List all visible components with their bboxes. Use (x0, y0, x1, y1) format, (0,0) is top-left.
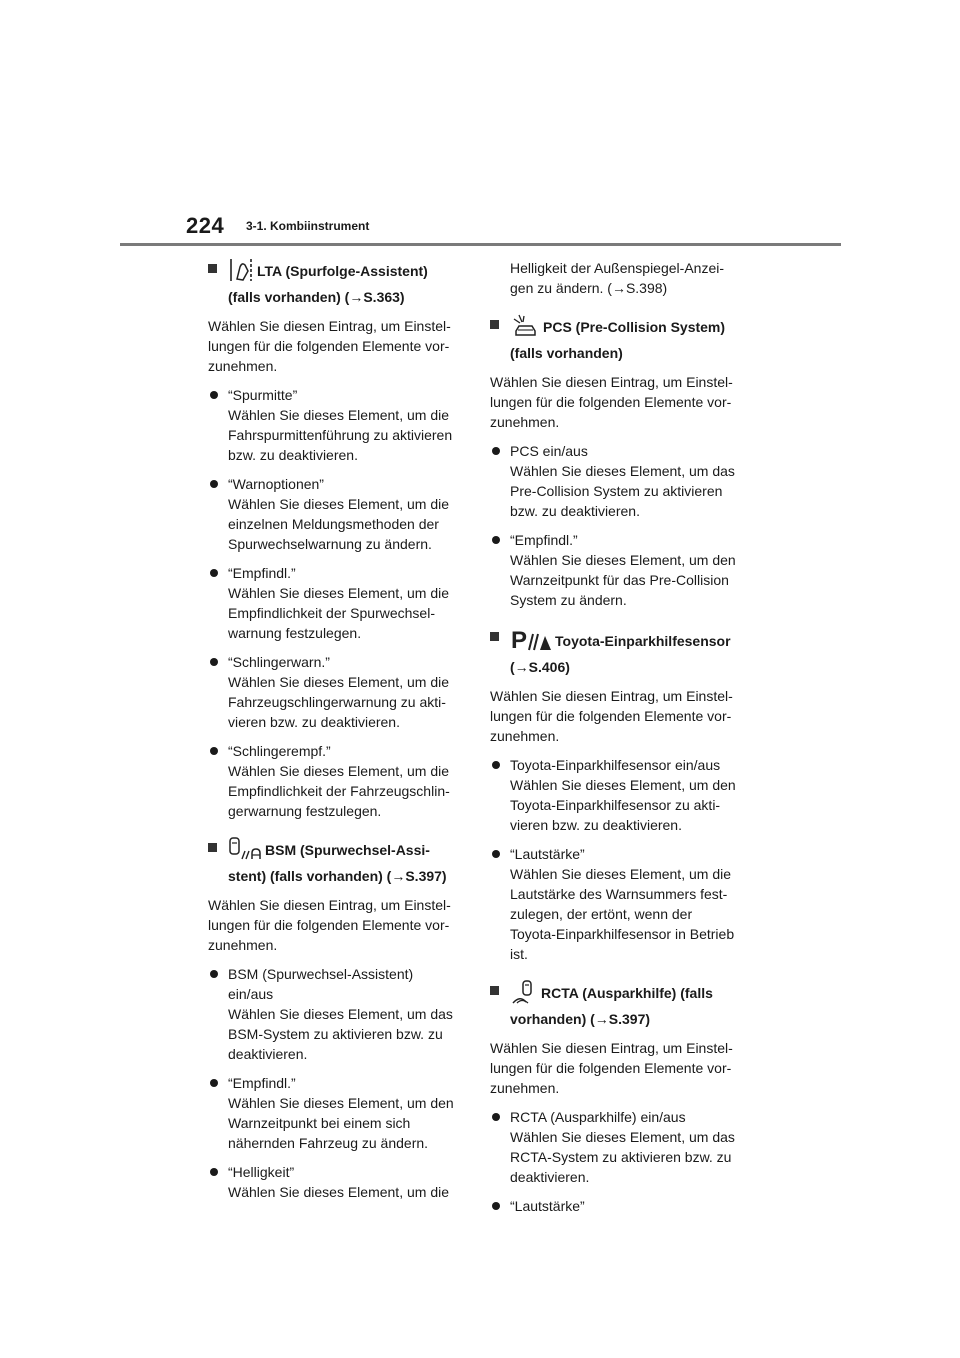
lta-intro: Wählen Sie diesen Eintrag, um Einstel- lungen für die folgenden Elemente vor- zunehmen. (208, 318, 451, 374)
section-square-icon (208, 843, 217, 852)
list-item: RCTA (Ausparkhilfe) ein/aus Wählen Sie dieses Element, um das RCTA-System zu aktivieren bzw. zu deaktivieren. (490, 1107, 744, 1187)
rcta-heading-line2[interactable]: vorhanden) (→S.397) (510, 1011, 651, 1027)
lta-lane-icon (228, 258, 254, 287)
park-heading-line1: Toyota-Einparkhilfesensor (555, 633, 731, 649)
list-item: “Lautstärke” Wählen Sie dieses Element, um die Lautstärke des Warnsummers fest- zulegen, der ertönt, wenn der Toyota-Einparkhilfesensor in Betrieb ist. (490, 844, 744, 964)
lta-heading-line1: LTA (Spurfolge-Assistent) (257, 263, 428, 279)
bullet-dot (492, 447, 500, 455)
pcs-heading-line2: (falls vorhanden) (510, 345, 623, 361)
list-item: “Empfindl.” Wählen Sie dieses Element, um den Warnzeitpunkt für das Pre-Collision System zu ändern. (490, 530, 744, 610)
section-title: 3-1. Kombiinstrument (246, 219, 370, 233)
rcta-icon (510, 980, 538, 1009)
bullet-dot (492, 536, 500, 544)
lta-heading-line2[interactable]: (falls vorhanden) (→S.363) (228, 289, 405, 305)
list-item: “Warnoptionen” Wählen Sie dieses Element, um die einzelnen Meldungsmethoden der Spurwechselwarnung zu ändern. (208, 474, 462, 554)
list-item: “Schlingerempf.” Wählen Sie dieses Element, um die Empfindlichkeit der Fahrzeugschlin- gerwarnung festzulegen. (208, 741, 462, 821)
pcs-heading-line1: PCS (Pre-Collision System) (543, 319, 726, 335)
rcta-heading-line1: RCTA (Ausparkhilfe) (falls (541, 985, 713, 1001)
bullet-dot (210, 1168, 218, 1176)
list-item: “Empfindl.” Wählen Sie dieses Element, um den Warnzeitpunkt bei einem sich nähernden Fahrzeug zu ändern. (208, 1073, 462, 1153)
bullet-dot (492, 761, 500, 769)
lta-heading (208, 258, 462, 307)
section-square-icon (490, 986, 499, 995)
continued-text: Helligkeit der Außenspiegel-Anzei- gen zu ändern. (→S.398) (510, 260, 724, 296)
right-column (490, 258, 744, 1216)
bsm-intro: Wählen Sie diesen Eintrag, um Einstel- lungen für die folgenden Elemente vor- zunehmen. (208, 897, 451, 953)
section-square-icon (490, 632, 499, 641)
park-heading (490, 626, 744, 677)
bullet-dot (210, 569, 218, 577)
bsm-heading-line2[interactable]: stent) (falls vorhanden) (→S.397) (228, 868, 447, 884)
pcs-collision-icon (510, 314, 540, 343)
list-item: “Lautstärke” (490, 1196, 744, 1216)
rcta-intro: Wählen Sie diesen Eintrag, um Einstel- lungen für die folgenden Elemente vor- zunehmen. (490, 1040, 733, 1096)
bsm-heading (208, 837, 462, 886)
section-square-icon (490, 320, 499, 329)
bullet-dot (210, 970, 218, 978)
bullet-dot (210, 391, 218, 399)
list-item: BSM (Spurwechsel-Assistent) ein/aus Wählen Sie dieses Element, um das BSM-System zu aktivieren bzw. zu deaktivieren. (208, 964, 462, 1064)
section-square-icon (208, 264, 217, 273)
pcs-intro: Wählen Sie diesen Eintrag, um Einstel- lungen für die folgenden Elemente vor- zunehmen. (490, 374, 733, 430)
list-item: Toyota-Einparkhilfesensor ein/aus Wählen Sie dieses Element, um den Toyota-Einparkhilfesensor zu akti- vieren bzw. zu deaktivieren. (490, 755, 744, 835)
left-column (208, 258, 462, 1202)
pcs-heading (490, 314, 744, 363)
list-item: “Empfindl.” Wählen Sie dieses Element, um die Empfindlichkeit der Spurwechsel- warnung festzulegen. (208, 563, 462, 643)
bullet-dot (492, 1113, 500, 1121)
svg-text:P: P (511, 627, 528, 652)
bullet-dot (210, 480, 218, 488)
bullet-dot (210, 658, 218, 666)
list-item: “Helligkeit” Wählen Sie dieses Element, um die (208, 1162, 462, 1202)
bsm-heading-line1: BSM (Spurwechsel-Assi- (265, 842, 430, 858)
parking-sensor-icon (510, 626, 552, 657)
list-item: “Spurmitte” Wählen Sie dieses Element, um die Fahrspurmittenführung zu aktivieren bzw. zu deaktivieren. (208, 385, 462, 465)
bsm-mirror-icon (228, 837, 262, 866)
park-intro: Wählen Sie diesen Eintrag, um Einstel- lungen für die folgenden Elemente vor- zunehmen. (490, 688, 733, 744)
header-rule (120, 243, 841, 246)
bullet-dot (492, 850, 500, 858)
bullet-dot (210, 1079, 218, 1087)
page-number: 224 (186, 213, 225, 238)
bullet-dot (492, 1202, 500, 1210)
rcta-heading (490, 980, 744, 1029)
park-heading-line2[interactable]: (→S.406) (510, 659, 570, 675)
list-item: “Schlingerwarn.” Wählen Sie dieses Element, um die Fahrzeugschlingerwarnung zu akti- vieren bzw. zu deaktivieren. (208, 652, 462, 732)
list-item: PCS ein/aus Wählen Sie dieses Element, um das Pre-Collision System zu aktivieren bzw. zu deaktivieren. (490, 441, 744, 521)
bullet-dot (210, 747, 218, 755)
